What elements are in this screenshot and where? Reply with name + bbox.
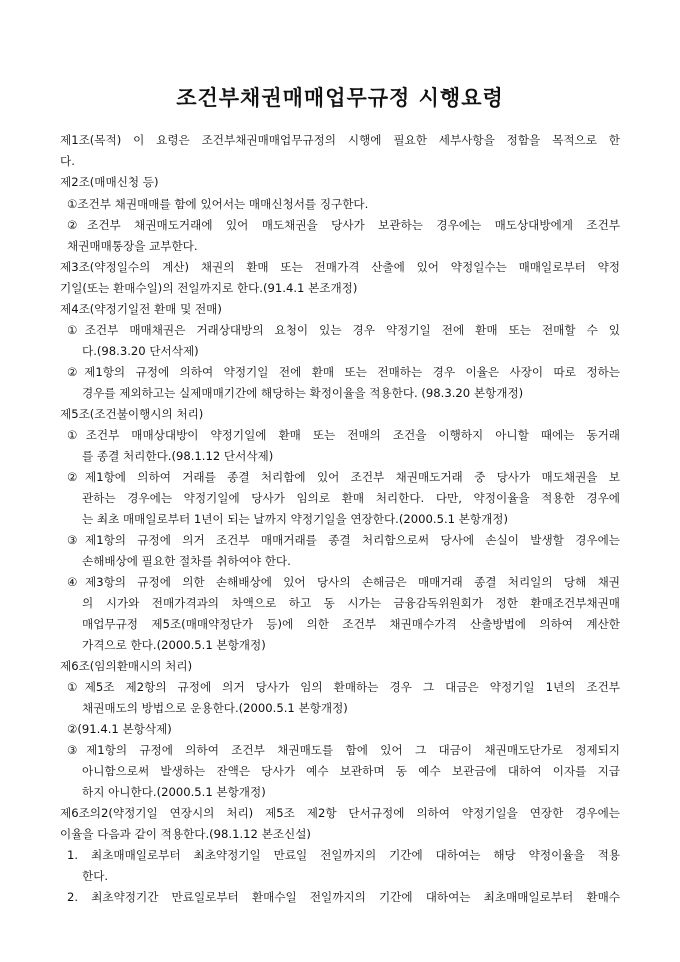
- article-6-para-1-line-2: 채권매도의 방법으로 운용한다.(2000.5.1 본항개정): [82, 701, 348, 715]
- article-5-para-4-line-4: 가격으로 한다.(2000.5.1 본항개정): [82, 638, 266, 652]
- article-4-para-1-line-1: ①조건부 매매채권은 거래상대방의 요청이 있는 경우 약정기일 전에 환매 또는 전매할 수 있: [67, 323, 620, 337]
- article-2-para-2-line-1: ②조건부 채권매도거래에 있어 매도채권을 당사가 보관하는 경우에는 매도상대방에게 조건부: [67, 218, 620, 232]
- article-2-para-2-line-2: 채권매매통장을 교부한다.: [67, 239, 198, 253]
- article-6-para-3-line-3: 하지 아니한다.(2000.5.1 본항개정): [82, 785, 266, 799]
- article-6-para-3-line-2: 아니함으로써 발생하는 잔액은 당사가 예수 보관하며 동 예수 보관금에 대하여 이자를 지급: [82, 764, 620, 778]
- article-5-para-4-line-1: ④제3항의 규정에 의한 손해배상에 있어 당사의 손해금은 매매거래 종결 처리일의 당해 채권: [67, 575, 620, 589]
- article-2-para-1: ①조건부 채권매매를 함에 있어서는 매매신청서를 징구한다.: [67, 197, 369, 211]
- article-6-heading: 제6조(임의환매시의 처리): [60, 659, 193, 673]
- article-4-para-1-line-2: 다.(98.3.20 단서삭제): [82, 344, 199, 358]
- article-5-para-2-line-1: ②제1항에 의하여 거래를 종결 처리함에 있어 조건부 채권매도거래 중 당사가 매도채권을 보: [67, 470, 620, 484]
- article-5-para-2-line-2: 관하는 경우에는 약정기일에 당사가 임의로 환매 처리한다. 다만, 약정이율을 적용한 경우에: [82, 491, 620, 505]
- article-4-heading: 제4조(약정기일전 환매 및 전매): [60, 302, 222, 316]
- article-6-2-line-2: 이율을 다음과 같이 적용한다.(98.1.12 본조신설): [60, 827, 311, 841]
- article-5-para-4-line-3: 매업무규정 제5조(매매약정단가 등)에 의한 조건부 채권매수가격 산출방법에 의하여 계산한: [82, 617, 620, 631]
- article-6-2-item-2-line-1: 2. 최초약정기간 만료일로부터 환매수일 전일까지의 기간에 대하여는 최초매매일로부터 환매수: [67, 890, 620, 904]
- article-3-line-2: 기일(또는 환매수일)의 전일까지로 한다.(91.4.1 본조개정): [60, 281, 358, 295]
- document-title: 조건부채권매매업무규정 시행요령: [176, 85, 504, 110]
- article-3-line-1: 제3조(약정일수의 계산) 채권의 환매 또는 전매가격 산출에 있어 약정일수는 매매일로부터 약정: [60, 260, 620, 274]
- article-6-para-3-line-1: ③제1항의 규정에 의하여 조건부 채권매도를 함에 있어 그 대금이 채권매도단가로 정제되지: [67, 743, 620, 757]
- article-6-2-item-1-line-2: 한다.: [82, 869, 109, 883]
- article-5-para-4-line-2: 의 시가와 전매가격과의 차액으로 하고 동 시가는 금융감독위원회가 정한 환매조건부채권매: [82, 596, 620, 610]
- article-6-para-2: ②(91.4.1 본항삭제): [67, 722, 172, 736]
- article-6-2-item-1-line-1: 1. 최초매매일로부터 최초약정기일 만료일 전일까지의 기간에 대하여는 해당 약정이율을 적용: [67, 848, 620, 862]
- article-1-line-1: 제1조(목적) 이 요령은 조건부채권매매업무규정의 시행에 필요한 세부사항을 정함을 목적으로 한: [60, 133, 620, 147]
- article-5-para-1-line-2: 를 종결 처리한다.(98.1.12 단서삭제): [82, 449, 274, 463]
- article-2-heading: 제2조(매매신청 등): [60, 175, 159, 189]
- article-4-para-2-line-1: ②제1항의 규정에 의하여 약정기일 전에 환매 또는 전매하는 경우 이율은 사장이 따로 정하는: [67, 365, 620, 379]
- article-5-para-3-line-2: 손해배상에 필요한 절차를 취하여야 한다.: [82, 554, 291, 568]
- article-1-line-2: 다.: [60, 154, 75, 168]
- article-5-heading: 제5조(조건불이행시의 처리): [60, 407, 204, 421]
- article-5-para-3-line-1: ③제1항의 규정에 의거 조건부 매매거래를 종결 처리함으로써 당사에 손실이 발생할 경우에는: [67, 533, 620, 547]
- article-6-2-line-1: 제6조의2(약정기일 연장시의 처리) 제5조 제2항 단서규정에 의하여 약정기일을 연장한 경우에는: [60, 806, 620, 820]
- article-4-para-2-line-2: 경우를 제외하고는 실제매매기간에 해당하는 확정이율을 적용한다. (98.3.20 본항개정): [82, 386, 524, 400]
- article-6-para-1-line-1: ①제5조 제2항의 규정에 의거 당사가 임의 환매하는 경우 그 대금은 약정기일 1년의 조건부: [67, 680, 620, 694]
- article-5-para-1-line-1: ①조건부 매매상대방이 약정기일에 환매 또는 전매의 조건을 이행하지 아니할 때에는 동거래: [67, 428, 620, 442]
- article-5-para-2-line-3: 는 최초 매매일로부터 1년이 되는 날까지 약정기일을 연장한다.(2000.5.1 본항개정): [82, 512, 509, 526]
